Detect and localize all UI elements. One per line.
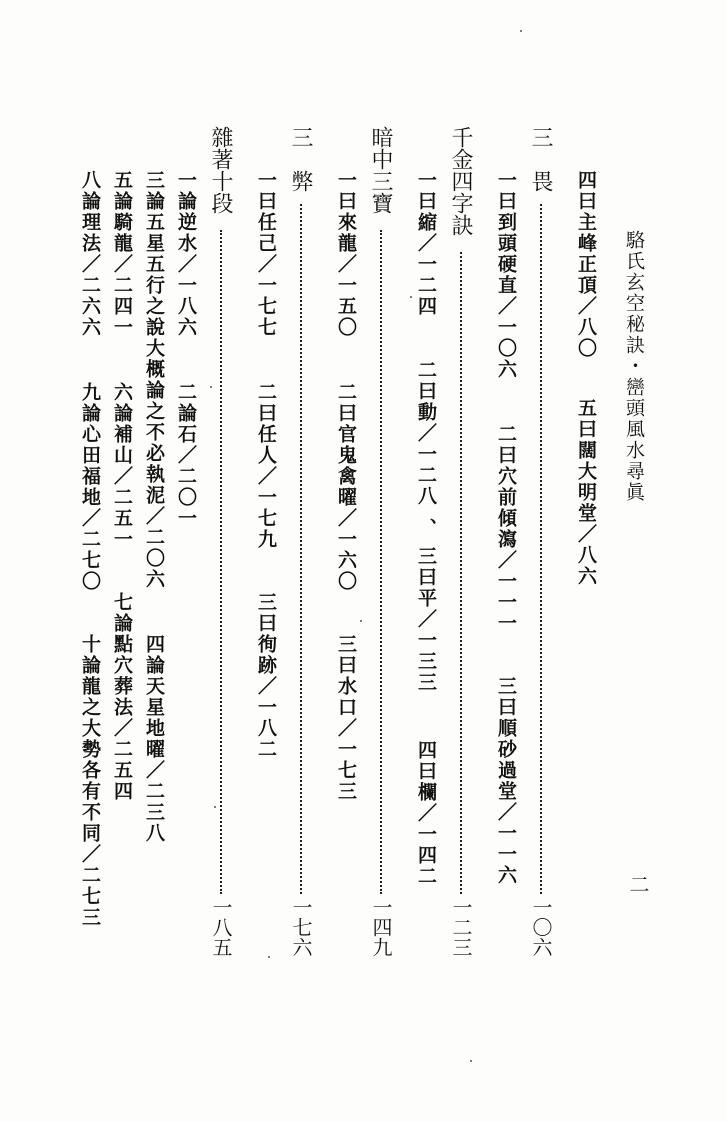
toc-entry: 二曰任人／一七九 (255, 382, 277, 550)
toc-entry: 九論心田福地／二七〇 (79, 382, 101, 592)
section-heading: 三 畏 (528, 126, 553, 192)
section-heading: 三 弊 (288, 126, 313, 192)
toc-entry: 七論點穴葬法／二五四 (111, 592, 133, 802)
dot-leader (380, 230, 382, 894)
toc-entry: 三曰順砂過堂／一一六 (495, 676, 517, 886)
section-page-number: 一八五 (209, 897, 233, 957)
toc-entry: 三曰水口／一七三 (335, 634, 357, 802)
toc-entry: 四曰主峰正頂／八〇 (575, 170, 597, 359)
toc-entry: 十論龍之大勢各有不同／二七三 (79, 634, 101, 928)
scan-speck (268, 956, 270, 958)
dot-leader (220, 230, 222, 894)
section-page-number: 一〇六 (529, 897, 553, 957)
toc-entry: 二曰官鬼禽曜／一六〇 (335, 382, 357, 592)
toc-entry: 八論理法／二六六 (79, 170, 101, 338)
toc-entry: 一曰縮／一二四 (415, 170, 437, 317)
toc-entry: 二曰穴前傾瀉／一一一 (495, 424, 517, 634)
scan-speck (360, 620, 362, 622)
toc-entry: 二曰動／一二八 (415, 360, 437, 507)
toc-entry: 五論騎龍／二四一 (111, 170, 133, 338)
dot-leader (300, 204, 302, 894)
toc-entry: 六論補山／二五一 (111, 382, 133, 550)
dot-leader (540, 204, 542, 894)
section-page-number: 一二三 (449, 897, 473, 957)
toc-entry: 一曰來龍／一五〇 (335, 170, 357, 338)
section-page-number: 一七六 (289, 897, 313, 957)
toc-entry: 一曰到頭硬直／一〇六 (495, 170, 517, 380)
toc-entry: 五曰闊大明堂／八六 (575, 398, 597, 587)
running-title: 駱氏玄空秘訣・巒頭風水尋眞 (623, 230, 645, 503)
scan-speck (410, 296, 412, 298)
toc-entry: 四論天星地曜／二三八 (143, 634, 165, 844)
page-number: 二 (626, 874, 650, 894)
toc-separator-mark: 、 (415, 518, 437, 539)
section-heading: 千金四字訣 (448, 126, 473, 236)
scan-speck (520, 30, 522, 32)
dot-leader (460, 252, 462, 894)
section-heading: 雜著十段 (208, 126, 233, 214)
toc-entry: 一論逆水／一八六 (175, 170, 197, 338)
toc-entry: 三曰平／一三三 (415, 546, 437, 693)
toc-entry: 三曰徇跡／一八二 (255, 592, 277, 760)
scan-speck (214, 806, 216, 808)
toc-entry: 三論五星五行之說大概論之不必執泥／二〇六 (143, 170, 165, 590)
toc-entry: 一曰任己／一七七 (255, 170, 277, 338)
toc-entry: 二論石／二〇一 (175, 382, 197, 529)
section-heading: 暗中三寶 (368, 126, 393, 214)
section-page-number: 一四九 (369, 897, 393, 957)
scan-speck (470, 1060, 472, 1062)
toc-entry: 四曰欄／一四二 (415, 740, 437, 887)
scan-speck (210, 386, 212, 388)
